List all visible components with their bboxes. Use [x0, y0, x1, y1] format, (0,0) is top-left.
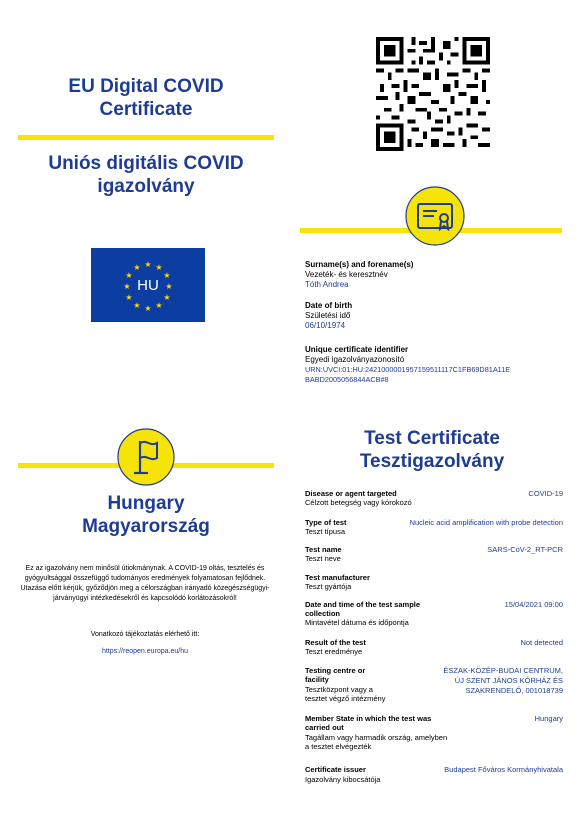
- svg-text:★: ★: [155, 301, 163, 310]
- sample-date-label: Date and time of the test sample: [305, 600, 421, 609]
- testing-centre-value: ÉSZAK-KÖZÉP-BUDAI CENTRUM,: [443, 666, 563, 675]
- flag-icon: [116, 427, 176, 487]
- testing-centre-value-cont2: SZAKRENDELŐ, 001018739: [465, 686, 563, 695]
- country-name-hu: Magyarország: [82, 516, 210, 537]
- disease-value: COVID-19: [528, 489, 563, 498]
- manufacturer-label: Test manufacturer: [305, 573, 370, 582]
- svg-text:★: ★: [133, 301, 141, 310]
- testing-centre-value-cont: ÚJ SZENT JÁNOS KÓRHÁZ ÉS: [454, 676, 563, 685]
- svg-text:★: ★: [125, 271, 133, 280]
- uci-label: Unique certificate identifier: [305, 345, 409, 354]
- member-state-label-hu-cont: a tesztet elvégezték: [305, 742, 372, 751]
- sample-date-label-cont: collection: [305, 609, 341, 618]
- member-state-value: Hungary: [534, 714, 563, 723]
- testing-centre-label-cont: facility: [305, 675, 329, 684]
- member-state-label-cont: carried out: [305, 723, 344, 732]
- testing-centre-label-hu: Tesztközpont vagy a: [305, 685, 373, 694]
- result-label: Result of the test: [305, 638, 366, 647]
- dob-label-hu: Születési idő: [305, 311, 351, 320]
- result-value: Not detected: [520, 638, 563, 647]
- test-name-label-hu: Teszt neve: [305, 554, 341, 563]
- country-code: HU: [137, 276, 159, 294]
- test-type-label: Type of test: [305, 518, 347, 527]
- testing-centre-label-hu-cont: tesztet végző intézmény: [305, 694, 386, 703]
- svg-text:★: ★: [123, 282, 131, 291]
- svg-text:★: ★: [163, 271, 171, 280]
- info-label: Vonatkozó tájékoztatás elérhető itt:: [90, 631, 200, 638]
- svg-text:★: ★: [144, 260, 152, 269]
- issuer-label: Certificate issuer: [305, 765, 366, 774]
- holder-name-value: Tóth Andrea: [305, 280, 349, 289]
- test-name-label: Test name: [305, 545, 342, 554]
- certificate-title-hu: Uniós digitális COVID igazolvány: [48, 153, 244, 197]
- certificate-title-en: EU Digital COVID Certificate: [68, 76, 224, 120]
- uci-value: URN:UVCI:01:HU:2421000001957159511117C1FB69D81A11E: [305, 365, 511, 374]
- svg-text:★: ★: [144, 304, 152, 313]
- manufacturer-label-hu: Teszt gyártója: [305, 582, 352, 591]
- test-type-label-hu: Teszt típusa: [305, 527, 346, 536]
- testing-centre-label: Testing centre or: [305, 666, 366, 675]
- travel-notice: Ez az igazolvány nem minősül útiokmánynak. A COVID-19 oltás, tesztelés és gyógyultsággal összefüggő tudományos eredmények folyamatosan fejlődnek. Utazása előtt kérjük, győződjön meg a célországban irányadó közegészségügyi-járványügyi intézkedésekről és kapcsolódó korlátozásokról!: [20, 565, 270, 602]
- disease-label-hu: Célzott betegség vagy kórokozó: [305, 498, 412, 507]
- test-certificate-title: [300, 427, 564, 473]
- member-state-label-hu: Tagállam vagy harmadik ország, amelyben: [305, 733, 448, 742]
- country-name-en: Hungary: [107, 493, 185, 514]
- issuer-value: Budapest Főváros Kormányhivatala: [444, 765, 563, 774]
- test-name-value: SARS-CoV-2_RT-PCR: [487, 545, 563, 554]
- svg-text:★: ★: [155, 263, 163, 272]
- member-state-label: Member State in which the test was: [305, 714, 432, 723]
- uci-label-hu: Egyedi igazolványazonosító: [305, 355, 405, 364]
- svg-text:★: ★: [163, 293, 171, 302]
- svg-text:★: ★: [133, 263, 141, 272]
- test-type-value: Nucleic acid amplification with probe detection: [409, 518, 563, 527]
- holder-name-label-hu: Vezeték- és keresztnév: [305, 270, 388, 279]
- uci-value-cont: BABD2005056844ACB#8: [305, 375, 389, 384]
- svg-text:★: ★: [125, 293, 133, 302]
- dob-label: Date of birth: [305, 301, 353, 310]
- svg-text:★: ★: [165, 282, 173, 291]
- qr-code-icon: [376, 37, 490, 151]
- sample-date-label-hu: Mintavétel dátuma és időpontja: [305, 618, 409, 627]
- certificate-icon: [404, 185, 466, 247]
- info-link[interactable]: https://reopen.europa.eu/hu: [101, 648, 188, 655]
- disease-label: Disease or agent targeted: [305, 489, 397, 498]
- sample-date-value: 15/04/2021 09:00: [504, 600, 563, 609]
- test-title-en: Test Certificate: [364, 428, 500, 449]
- dob-value: 06/10/1974: [305, 321, 346, 330]
- test-title-hu: Tesztigazolvány: [359, 451, 505, 472]
- issuer-label-hu: Igazolvány kibocsátója: [305, 775, 381, 784]
- holder-name-label: Surname(s) and forename(s): [305, 260, 414, 269]
- eu-flag: [91, 248, 205, 322]
- result-label-hu: Teszt eredménye: [305, 647, 363, 656]
- country-name: [22, 492, 270, 538]
- divider: [18, 135, 274, 140]
